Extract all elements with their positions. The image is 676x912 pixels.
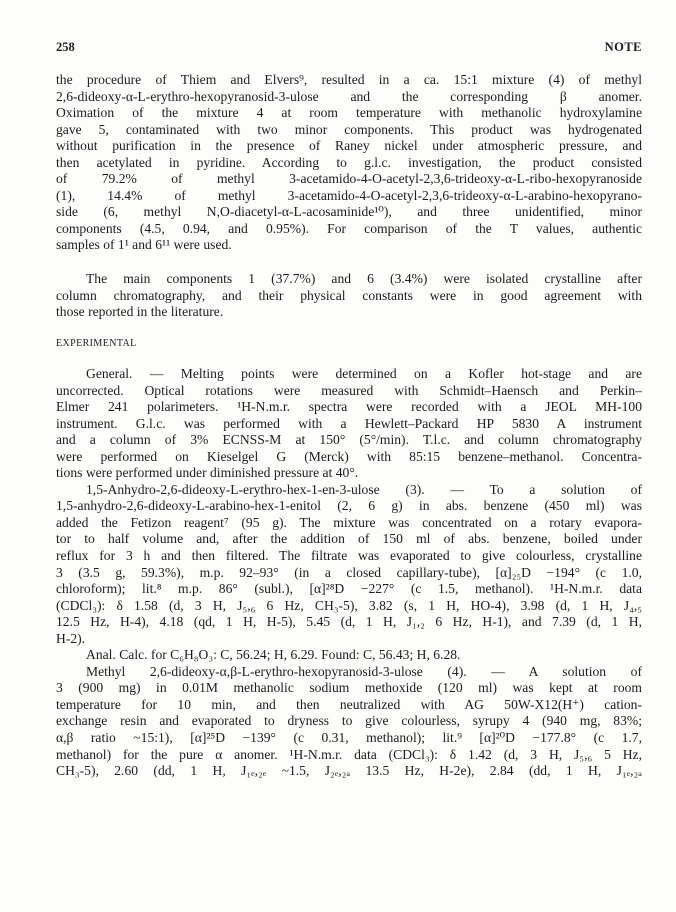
text-line: methanol) for the pure α anomer. ¹H-N.m.r. data (CDCl₃): δ 1.42 (d, 3 H, J₅,₆ 5 Hz,: [56, 746, 642, 762]
text-line: [56, 482, 642, 499]
experimental-section: [56, 366, 642, 780]
text-line: α,β ratio ~15:1), [α]²⁵D −139° (c 0.31, methanol); lit.⁹ [α]²⁰D −177.8° (c 1.7,: [56, 730, 642, 746]
running-head: NOTE: [604, 40, 642, 54]
text-line: H-2).: [56, 630, 86, 646]
text-line: Oximation of the mixture 4 at room temperature with methanolic hydroxylamine: [56, 105, 642, 121]
text-line: 2,6-dideoxy-α-L-erythro-hexopyranosid-3-ulose and the corresponding β anomer.: [56, 88, 642, 104]
text-line: (1), 14.4% of methyl 3-acetamido-4-O-acetyl-2,3,6-trideoxy-α-L-arabino-hexopyrano-: [56, 187, 642, 203]
text-line: tor to half volume and, after the addition of 150 ml of abs. benzene, boiled under: [56, 531, 642, 547]
text-line: tions were performed under diminished pressure at 40°.: [56, 465, 359, 481]
text-line: those reported in the literature.: [56, 304, 224, 320]
text-line: [56, 366, 642, 383]
text-line: 1,5-anhydro-2,6-dideoxy-L-arabino-hex-1-enitol (2, 6 g) in abs. benzene (450 ml) was: [56, 498, 642, 514]
text-line: Elmer 241 polarimeters. ¹H-N.m.r. spectra were recorded with a JEOL MH-100: [56, 399, 642, 415]
text-line: [56, 664, 642, 681]
section-heading: EXPERIMENTAL: [56, 338, 137, 349]
text-line: chloroform); lit.⁸ m.p. 86° (subl.), [α]²⁸D −227° (c 1.5, methanol). ¹H-N.m.r. data: [56, 581, 642, 597]
text-line: column chromatography, and their physical constants were in good agreement with: [56, 287, 642, 303]
page-number: 258: [56, 40, 75, 54]
text-line: without purification in the presence of Raney nickel under atmospheric pressure, and: [56, 138, 642, 154]
intro-paragraph: [56, 72, 642, 254]
text-line: side (6, methyl N,O-diacetyl-α-L-acosaminide¹⁰), and three unidentified, minor: [56, 204, 642, 220]
text-line: exchange resin and evaporated to dryness to give colourless, syrupy 4 (940 mg, 83%;: [56, 713, 642, 729]
main-components-paragraph: [56, 271, 642, 321]
text-line: samples of 1¹ and 6¹¹ were used.: [56, 237, 232, 253]
text-line: the procedure of Thiem and Elvers⁹, resulted in a ca. 15:1 mixture (4) of methyl: [56, 72, 642, 87]
text-line: of 79.2% of methyl 3-acetamido-4-O-acetyl-2,3,6-trideoxy-α-L-ribo-hexopyranoside: [56, 171, 642, 187]
text-line-content: 1,5-Anhydro-2,6-dideoxy-L-erythro-hex-1-en-3-ulose (3). — To a solution of: [86, 481, 642, 497]
text-line: [56, 271, 642, 288]
text-line-content: The main components 1 (37.7%) and 6 (3.4%) were isolated crystalline after: [86, 271, 642, 286]
text-line: CH₃-5), 2.60 (dd, 1 H, J₁ₑ,₂ₑ ~1.5, J₂ₑ,₂ₐ 13.5 Hz, H-2e), 2.84 (dd, 1 H, J₁ₑ,₂ₐ: [56, 763, 642, 779]
text-line: temperature for 10 min, and then neutralized with AG 50W-X12(H⁺) cation-: [56, 696, 642, 712]
text-line: then acetylated in pyridine. According to g.l.c. investigation, the product consisted: [56, 154, 642, 170]
page-header: [56, 40, 642, 62]
text-line: reflux for 3 h and then filtered. The filtrate was evaporated to give colourless, crystalline: [56, 548, 642, 564]
text-line: were performed on Kieselgel G (Merck) with 85:15 benzene–methanol. Concentra-: [56, 448, 642, 464]
text-line: [56, 647, 642, 664]
text-line: components (4.5, 0.94, and 0.95%). For comparison of the T values, authentic: [56, 220, 642, 236]
text-line: instrument. G.l.c. was performed with a Hewlett–Packard HP 5830 A instrument: [56, 415, 642, 431]
text-line-content: Anal. Calc. for C₆H₈O₃: C, 56.24; H, 6.29. Found: C, 56.43; H, 6.28.: [86, 647, 461, 663]
text-line-content: Methyl 2,6-dideoxy-α,β-L-erythro-hexopyranosid-3-ulose (4). — A solution of: [86, 663, 642, 679]
text-line: 12.5 Hz, H-4), 4.18 (qd, 1 H, H-5), 5.45 (d, 1 H, J₁,₂ 6 Hz, H-1), and 7.39 (d, 1 H,: [56, 614, 642, 630]
text-line: 3 (900 mg) in 0.01M methanolic sodium methoxide (120 ml) was kept at room: [56, 680, 642, 696]
text-line: and a column of 3% ECNSS-M at 150° (5°/min). T.l.c. and column chromatography: [56, 432, 642, 448]
text-line: uncorrected. Optical rotations were measured with Schmidt–Haensch and Perkin–: [56, 382, 642, 398]
text-line: 3 (3.5 g, 59.3%), m.p. 92–93° (in a closed capillary-tube), [α]₂₅D −194° (c 1.0,: [56, 564, 642, 580]
text-line: added the Fetizon reagent⁷ (95 g). The mixture was concentrated on a rotary evapora-: [56, 514, 642, 530]
text-line: gave 5, contaminated with two minor components. This product was hydrogenated: [56, 121, 642, 137]
text-line-content: General. — Melting points were determined on a Kofler hot-stage and are: [86, 366, 642, 381]
text-line: (CDCl₃): δ 1.58 (d, 3 H, J₅,₆ 6 Hz, CH₃-5), 3.82 (s, 1 H, HO-4), 3.98 (d, 1 H, J₄,₅: [56, 597, 642, 613]
